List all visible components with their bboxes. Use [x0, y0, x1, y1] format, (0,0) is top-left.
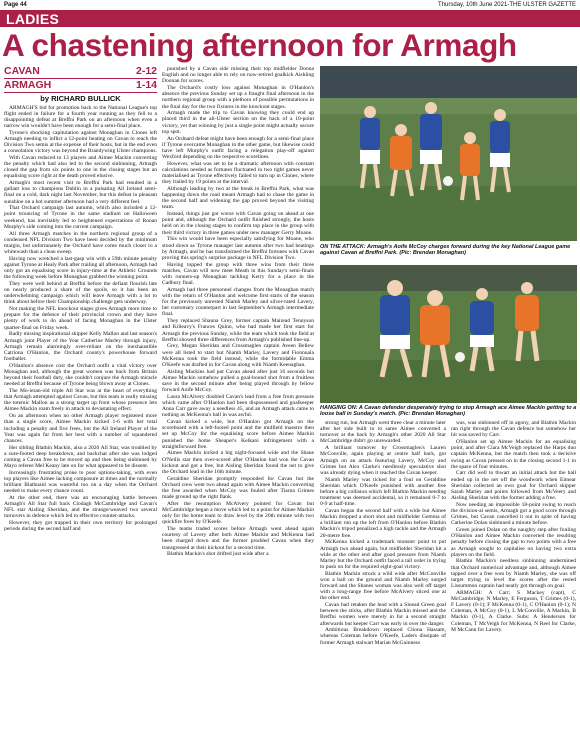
- article-paragraph: After the resumption McAlvery pointed for Cavan but McCambridge began a move which led to a point for Aimee Mackin only for the home team to draw level by the 20th minute with two quickfire frees by O'Keefe.: [162, 500, 314, 526]
- article-paragraph: Badly missing inspirational skipper Kelly Mallon and last season's Armagh joint Player of the Year Catherine Marley through injury, Armagh remain alarmingly over-reliant on the inexhaustible Catríona O'Hanlon, the Orchard county's powerhouse forward footballer.: [4, 331, 157, 362]
- article-paragraph: Aimee Mackin kicked a big night-focused wide and the Shane O'Neills star then over-scored after O'Hanlon had won the Cavan kickout and got a free, but Aisling Sheridan found the net to give the Orchard lead in the 16th minute.: [162, 450, 314, 475]
- article-paragraph: A brilliant turnover by Crossmaglen's Lauren McConville, again playing at centre half back, got Armagh on an attack featuring Lavery, McCoy and Grimes but Alex Clarke's needlessly speculative shot was already dying when it reached the Cavan keeper.: [320, 445, 446, 476]
- article-column-3: [320, 420, 446, 734]
- article-paragraph: Blathin Mackin's shot drifted just wide after a: [167, 551, 269, 558]
- score-box: [4, 65, 157, 93]
- action-photo-2: [320, 265, 577, 403]
- article-paragraph: Cavan had retaken the lead with a Sinead Green goal between the sticks, after Blathin Mackin missed and the Breffni women were merely in for a second straight afterwards but keeper Carr was early in over the danger.: [320, 602, 446, 627]
- article-paragraph: Armagh made the trip to Cavan knowing they could end up placed third in the all-Ulster section on the back of a 10-point victory, yet that winning by just a single point might actually secure top spot.: [162, 110, 314, 135]
- article-paragraph: This win would have been especially satisfying for Moane, who stood down as Tyrone manager last autumn after two bad beatings by Armagh, and he has transformed the Breffni fortunes with Cavan proving this spring's surprise package in NFL Division Two.: [162, 236, 314, 261]
- article-paragraph: Cavan kicked a wide, but O'Hanlon got Armagh on the scoreboard with a left-footed point and the midfield maestro then set up McCoy for the equalising score before Aimee Mackin punished the home Sheaper's Kelkani infringement with a straightforward free.: [162, 419, 314, 450]
- article-paragraph: Green joined Dolan on the naughty step after fouling O'Hanlon and Aimee Mackin converted the resulting penalty before closing the gap to two points with a free as Armagh sought to capitalise on having two extra players on the field.: [451, 527, 576, 558]
- article-paragraph: O'Hanlon's absence cost the Orchard outfit a vital victory over Monaghan and, although the great women was back from Britain beyond their football duty, she couldn't conjure the Armagh miracle needed at Breffni because of Tyrone being blown away at Clones.: [4, 362, 157, 388]
- article-column-2: [162, 66, 314, 734]
- article-paragraph: Cavan began the second half with a wide but Aimee Mackin dropped a short shot and midfielder Gemma of a brilliant run up the left from O'Hanlon before Blathin Mackin's tripod penalized a high tackle and the Armagh 20-metre free.: [320, 507, 446, 539]
- score-row-cavan: [4, 65, 157, 79]
- article-paragraph: All three Armagh matches in the northern regional group of a condensed NFL Division Two have been decided by the minimum margin, but unfortunately the Orchard have come much closer to a whitewash than a clean sweep.: [4, 230, 157, 255]
- article-paragraph: strong run, but Armagh went three clear a minute later after her side built to to same Aimee converted a turnover at the back by Armagh's other 2020 All Star McCambridge didn't go unrewarded.: [320, 420, 446, 445]
- photo-caption-1: ON THE ATTACK: Armagh's Aoife McCoy charges forward during the key National League game against Cavan at Breffni Park. (Pic: Brendan Monaghan): [320, 244, 571, 257]
- article-paragraph: However, what was set to be a dramatic afternoon with constant calculations needed as fortunes fluctuated in two tight games never materialised as Tyrone effectively failed to turn up in Clones, where they trailed by 19 points at the interval.: [162, 160, 314, 186]
- article-paragraph: The teams traded scores before Armagh went ahead again courtesy of Lavery after both Aimee Mackin and McKenna had been charged down and the former prodded Cavan when they transgressed at their kickout for a second time.: [162, 526, 314, 551]
- article-paragraph: On an afternoon when no other Armagh player registered more than a single score, Aimee Mackin kicked 1-6 with her total including a penalty and five frees, but the All Ireland Player of the Year was again far from her best with a number of squandered chances.: [4, 413, 157, 444]
- article-paragraph: Blathin Mackin struck a wild wide after McConville won a ball on the ground and Niamh Marley surged forward and the Shanes woman was also well off target with a long-range free before McAlvery sliced one at the other end.: [320, 570, 446, 602]
- article-paragraph: Tyrone's shocking capitulation against Monaghan in Clones left Armagh needing to inflict a 12-point beating on Cavan to reach the Division Two semis at the expense of their hosts, but in the end even a consolation victory was beyond the Brandywing Ulster champions.: [4, 129, 157, 155]
- article-paragraph: punished by a Cavan side missing their top midfielder Donna English and no longer able to rely on now-retired goalkick Aishling Doonan for scores.: [162, 66, 314, 85]
- article-paragraph: Armagh had three personnel changes from the Monaghan match with the return of O'Hanlon and welcome first starts of the season for the previously unrested Niamh Marley and silver-rated Lavery, her customary counterpart in last September's Armagh intermediate final.: [162, 286, 314, 318]
- page-number: Page 44: [4, 2, 27, 8]
- photo-on-the-attack: [320, 66, 577, 241]
- team-score: 2-12: [135, 65, 157, 77]
- article-paragraph: was, was sinbinned off in agony, and Blathin Mackin ran right through the Cavan defence but somehow her hit was saved by Carr.: [451, 420, 576, 439]
- section-title: LADIES: [6, 11, 60, 27]
- article-paragraph: Carr did well to thwart an initial attack but the ball ended up in the net off the woodwork when Eimear Sheridan collected an own goal for Orchard skipper Sarah Marley and points followed from McVeery and Aisling Sheridan with the former adding a free.: [451, 470, 576, 502]
- team-score: 1-14: [135, 79, 157, 91]
- article-paragraph: With Cavan reduced to 13 players and Aimee Mackin converting the penalty which had also led to the second sinbinning, Armagh closed the gap from six points to one in the closing stages but an equalising score right at the death proved elusive.: [4, 154, 157, 180]
- team-name: ARMAGH: [4, 79, 52, 91]
- article-paragraph: Aisling Mackins had put Cavan ahead after just 16 seconds but Aimee Mackin somehow pulled a goal-bound shot from a fruitless save in the second minute after being played through by fellow forward Aoife McCoy.: [162, 368, 314, 394]
- article-paragraph: Grey, Megan Sheridan and Crossmaglen captain Aveen Bellew were all listed to start but Niamh Marley, Lavery and Fionnuala McKenna took the field instead, while the formidable Emma O'Keefe was drafted in for Cavan along with Niamh Keenaghan.: [162, 343, 314, 368]
- article-paragraph: Niamh Marley was ticked for a foul on Geraldine Sheridan which O'Keefe punished with another free before a big collision which left Blathin Mackin needing treatment was deemed accidental, so it remained 0-7 to 0-9 at half-time.: [320, 476, 446, 508]
- article-paragraph: Her sibling Blathin Mackin, also a 2020 All Star, was troubled by a sure-footed deep breakdown, and backchat after she was lodged coming a Cavan free to be moved up and then being sinbinned by Mayo referee Mel Keany late on for what appeared to be dissent.: [4, 444, 157, 470]
- article-paragraph: They were well behind at Breffni before the defiant flourish late on nearly produced a share of the spoils, so it has been an underwhelming campaign which will leave Armagh with a lot to think about before their Championship challenge gets underway.: [4, 280, 157, 306]
- article-paragraph: However, they got trapped in their own territory for prolonged periods during the second half and: [4, 520, 157, 533]
- article-paragraph: Laura McAlvery doubled Cavan's lead from a free from pressure which came after O'Hanlon had been dispossessed and goalkeeper Anna Carr gave away a needless 45, and an Armagh attack came to nothing as McKenna's ball in was awful.: [162, 393, 314, 419]
- byline: by RICHARD BULLICK: [40, 94, 121, 103]
- action-photo-1: [320, 66, 577, 241]
- headline: A chastening afternoon for Armagh: [2, 27, 517, 63]
- dateline: Thursday, 10th June 2021-THE ULSTER GAZETTE: [438, 2, 576, 8]
- article-paragraph: Ambitious Breakdown replaced Cliona Hassam, whereas Coleman before O'Keefe, Laders dissipate of former Armagh stalwart Marian McGuinness: [320, 627, 446, 646]
- article-column-1: [4, 105, 157, 734]
- article-paragraph: O'Hanlon set up Aimee Mackin for an equalising point, and after Ciara McVeigh replaced the Harps duo captain McKenna, but the match then took a decisive swing as Cavan pressed on in the closing second 1-1 in the space of four minutes.: [451, 439, 576, 470]
- article-column-4: [451, 420, 576, 734]
- article-paragraph: Now needing an impossible 18-point swing to reach the division-al semis, Armagh got a good score through Grimes, but Cavan cancelled it out in spite of having Catherine Dolan sinbinned a minute before.: [451, 501, 576, 527]
- article-paragraph: Not making the NFL knockout stages gives Armagh more time to prepare for the defence of their provincial crown and they have plenty of work to do ahead of facing Monaghan in the Ulster quarter-final on Friday week.: [4, 306, 157, 331]
- article-paragraph: Geraldine Sheridan promptly responded for Cavan but the Orchard crew went two ahead again with Aimee Mackin converting the free awarded when McCoy was fouled after Tiarna Grimes made ground up the right flank.: [162, 475, 314, 501]
- article-paragraph: Instead, things just got worse with Cavan going on ahead at one point and, although the Orchard outfit finished strongly, the hosts held on in the closing stages to confirm top place in the group with their third victory in three games under new manager Gerry Moane.: [162, 211, 314, 236]
- article-paragraph: That Orchard campaign last autumn, which also included a 12-point trouncing of Tyrone in the same stadium on Halloween weekend, has inevitably led to heightened expectations of Ronan Murphy's side coming into the current campaign.: [4, 205, 157, 230]
- team-name: CAVAN: [4, 65, 40, 77]
- photo-hanging-on: [320, 265, 577, 403]
- article-paragraph: ARMAGH'S bid for promotion back to the National League's top flight ended in failure for a fourth year running as they fell to a disappointing defeat at Breffni Park on an afternoon when even a narrow win wouldn't have been enough for a semi-final place.: [4, 105, 157, 130]
- article-paragraph: At the other end, there was an encouraging battle between Armagh's All Star full back Clodagh McCambridge and Cavan's NFL star Aisling Sheridan, and the strange/weaved two several turnovers in defence which led to effective counter-attacks.: [4, 495, 157, 520]
- photo-caption-2: HANGING ON: A Cavan defender desperately trying to stop Armagh ace Aimee Mackin getting to a loose ball in Sunday's match. (Pic: Brendan Monaghan): [320, 405, 577, 418]
- section-banner: [0, 10, 580, 27]
- article-paragraph: The Mo-ieran-old triple All Star was at the heart of everything that Armagh attempted against Cavan, but this team is really missing the totemic Mallon as a strong target up front whose presence lets Aimee Mackin roam freely in attack to devastating effect.: [4, 387, 157, 413]
- article-paragraph: Armagh's most recent visit to Breffni Park had resulted in a gallant loss to champions Dublin in a pulsating All Ireland semi-final on a cold, dark night last November, but this defeat in pleasant sunshine on a hot summer afternoon had a very different feel.: [4, 180, 157, 205]
- article-paragraph: Although leading by two at the break in Breffni Park, what was happening down the road meant Armagh had to chase the game in the second half and widening the gap proved beyond the visiting team.: [162, 185, 314, 211]
- page-header: [0, 0, 580, 10]
- article-paragraph: Having now wretched a last-gasp win with a 59th minute penalty against Tyrone at Healy Park after trailing all afternoon, Armagh had only got an equalising score in injury-time at the Athletic Grounds the following week before Monaghan grabbed the winning point.: [4, 255, 157, 281]
- article-paragraph: Increasingly frustrating prone to poor options-taking, with even top players like Aimee lacking composure at times and the normally brilliant Blathnaid was wasteful too on a day when the Orchard needed to make every chance count.: [4, 469, 157, 495]
- article-paragraph: Blathin Mackin's needless sinbinning undermined that Orchard numerical advantage and, although Aimee tapped over a free won by Niamh Marley, she was off target trying to level the scores after the rested Lissummon captain had neatly got through on goal.: [451, 558, 576, 590]
- score-row-armagh: [4, 79, 157, 93]
- article-paragraph: ARMAGH: A Carr; S Mackey (capt), C McCambridge; N Marley, E Ferguson, T Grimes (0-1), F Lavery (0-1); F McKenna (0-1), C O'Hanlon (0-1); N Coleman, A McCoy (0-1), L McConville, A Mackin, B Mackin (0-1), A Clarke. Subs: A Henderson for Coleman, T McVeigh for McKenna, N Reel for Clarke, M McCann for Lavery.: [451, 589, 576, 633]
- article-paragraph: McKenna kicked a trademark monster point to put Armagh two ahead again, but midfielder Sheridan hit a wide at the other end after good pressure from Niamh Marley but the Orchard outfit faced a tall order in trying to push on for the required eight-goal victory.: [320, 539, 446, 570]
- article-paragraph: An Ordnard defeat might have been enough for a semi-final place if Tyrone overcame Monaghan in the other game, but likewise could have left Murphy's outfit facing a relegation play-off against Wexford depending on the respective scorelines.: [162, 135, 314, 160]
- article-paragraph: The Orchard's costly loss against Monaghan in O'Hanlon's absence the previous Sunday set up a fraught final afternoon in the northern regional group with a plethora of possible permutations in the final day for the two fixtures in the knockout stages.: [162, 85, 314, 110]
- article-paragraph: They replaced Shauna Grey, former captain Mairead Tennyson and Killeavy's Frances Quinn, who had made her first start for Armagh the previous Sunday, while the team which took the field at Breffni showed three differences from Armagh's published line-up.: [162, 318, 314, 343]
- article-paragraph: Having topped the group with three wins from their three matches, Cavan will now meet Meath in this Sunday's semi-finals with runners-up Monaghan tackling Kerry for a place in the Cadbury final.: [162, 261, 314, 287]
